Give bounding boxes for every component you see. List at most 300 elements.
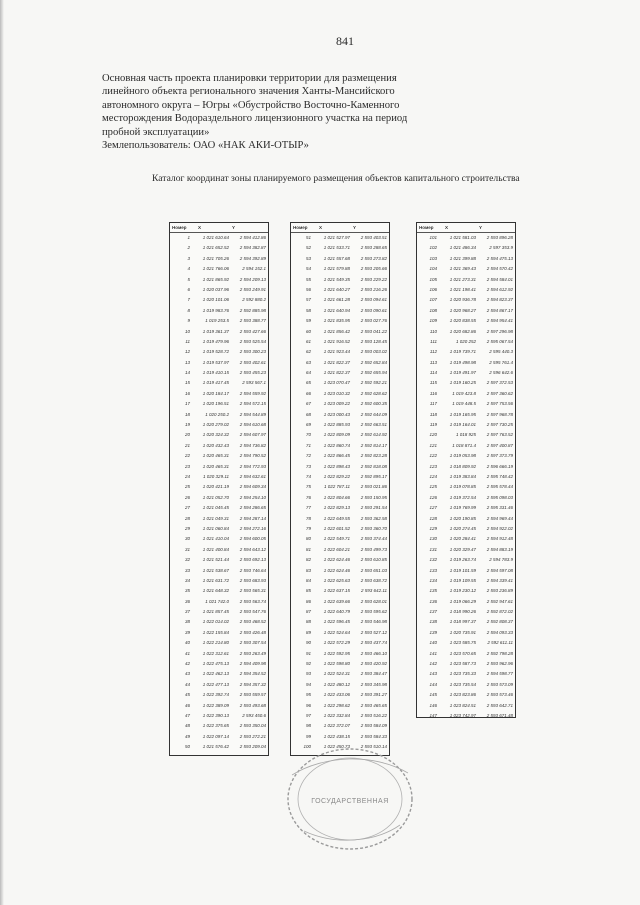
cell-number: 69 xyxy=(305,422,311,428)
cell-x: 1 019 053.98 xyxy=(449,453,476,459)
cell-y: 2 593 249.91 xyxy=(239,286,266,292)
cell-y: 2 594 643.12 xyxy=(239,546,266,552)
table-row xyxy=(417,514,515,524)
cell-x: 1 019 101.59 xyxy=(449,567,476,573)
table-row xyxy=(417,243,515,253)
cell-number: 66 xyxy=(305,390,311,396)
table-row xyxy=(170,462,268,472)
cell-number: 55 xyxy=(305,276,311,282)
table-row xyxy=(291,732,389,742)
cell-y: 2 593 273.82 xyxy=(360,255,387,261)
table-row xyxy=(417,306,515,316)
cell-x: 1 021 742.0 xyxy=(205,598,229,604)
cell-x: 1 022 524.31 xyxy=(323,671,350,677)
cell-x: 1 020 101.06 xyxy=(202,297,229,303)
cell-number: 57 xyxy=(305,297,311,303)
cell-number: 51 xyxy=(305,235,311,240)
table-row xyxy=(291,399,389,409)
cell-number: 20 xyxy=(184,432,190,438)
table-row xyxy=(291,597,389,607)
cell-x: 1 019 417.45 xyxy=(202,380,229,386)
cell-y: 2 594 867.17 xyxy=(486,307,513,313)
cell-y: 2 594 607.97 xyxy=(239,432,266,438)
cell-number: 76 xyxy=(305,494,311,500)
table-row xyxy=(291,441,389,451)
cell-number: 110 xyxy=(429,328,437,334)
cell-x: 1 019 109.55 xyxy=(449,577,476,583)
cell-x: 1 020 465.31 xyxy=(202,463,229,469)
cell-x: 1 020 465.31 xyxy=(202,453,229,459)
cell-x: 1 022 392.74 xyxy=(202,692,229,698)
table-row xyxy=(170,555,268,565)
cell-x: 1 022 480.12 xyxy=(323,681,350,687)
table-row xyxy=(170,742,268,752)
cell-x: 1 021 538.67 xyxy=(202,567,229,573)
cell-number: 54 xyxy=(305,266,311,272)
cell-number: 89 xyxy=(305,629,311,635)
cell-x: 1 021 549.35 xyxy=(323,276,350,282)
cell-number: 97 xyxy=(305,712,311,718)
cell-number: 129 xyxy=(429,525,437,531)
column-header-x: X xyxy=(319,225,323,230)
cell-x: 1 021 060.84 xyxy=(202,525,229,531)
cell-y: 2 594 254.10 xyxy=(239,494,266,500)
table-row xyxy=(417,524,515,534)
cell-y: 2 592 880.2 xyxy=(242,297,266,303)
cell-number: 48 xyxy=(184,723,190,729)
table-row xyxy=(291,690,389,700)
cell-x: 1 020 421.19 xyxy=(202,484,229,490)
cell-number: 90 xyxy=(305,640,311,646)
table-row xyxy=(291,649,389,659)
cell-x: 1 022 450.73 xyxy=(323,744,350,750)
cell-number: 136 xyxy=(429,598,437,604)
cell-number: 38 xyxy=(184,619,190,625)
cell-y: 2 594 559.92 xyxy=(239,390,266,396)
table-row xyxy=(291,711,389,721)
cell-y: 2 594 783.9 xyxy=(489,557,513,563)
table-row xyxy=(170,337,268,347)
cell-y: 2 593 021.86 xyxy=(360,484,387,490)
table-row xyxy=(170,472,268,482)
cell-x: 1 021 533.71 xyxy=(323,245,350,251)
cell-y: 2 592 628.62 xyxy=(360,390,387,396)
cell-y: 2 593 128.45 xyxy=(360,338,387,344)
table-row xyxy=(170,451,268,461)
cell-number: 105 xyxy=(429,276,437,282)
cell-x: 1 021 631.72 xyxy=(202,577,229,583)
table-row xyxy=(170,503,268,513)
cell-number: 109 xyxy=(429,318,437,324)
cell-y: 2 594 772.93 xyxy=(239,463,266,469)
cell-number: 15 xyxy=(184,380,190,386)
cell-y: 2 593 391.27 xyxy=(360,692,387,698)
cell-number: 72 xyxy=(305,453,311,459)
cell-y: 2 592 818.08 xyxy=(360,463,387,469)
cell-x: 1 021 648.32 xyxy=(202,588,229,594)
column-header-y: Y xyxy=(353,225,357,230)
cell-y: 2 594 584.01 xyxy=(486,276,513,282)
cell-number: 30 xyxy=(184,536,190,542)
cell-number: 96 xyxy=(305,702,311,708)
cell-y: 2 594 612.92 xyxy=(486,286,513,292)
cell-number: 143 xyxy=(429,671,437,677)
cell-y: 2 594 412.86 xyxy=(239,235,266,240)
header-line: Основная часть проекта планировки территории для размещения xyxy=(102,73,397,84)
cell-number: 1 xyxy=(187,235,190,240)
table-row xyxy=(417,285,515,295)
cell-x: 1 022 829.13 xyxy=(323,505,350,511)
cell-number: 79 xyxy=(305,525,311,531)
cell-number: 3 xyxy=(187,255,190,261)
cell-number: 22 xyxy=(184,453,190,459)
table-row xyxy=(170,420,268,430)
cell-x: 1 018 809.92 xyxy=(449,463,476,469)
cell-y: 2 594 912.48 xyxy=(486,536,513,542)
cell-y: 2 593 584.09 xyxy=(360,723,387,729)
cell-number: 112 xyxy=(429,349,437,355)
table-row xyxy=(291,545,389,555)
cell-x: 1 021 369.43 xyxy=(449,266,476,272)
cell-y: 2 593 150.95 xyxy=(360,494,387,500)
table-row xyxy=(291,503,389,513)
cell-y: 2 593 546.98 xyxy=(360,619,387,625)
cell-y: 2 592 592.21 xyxy=(360,380,387,386)
cell-x: 1 020 324.32 xyxy=(202,432,229,438)
cell-x: 1 020 184.17 xyxy=(202,390,229,396)
cell-y: 2 594 475.13 xyxy=(486,255,513,261)
cell-number: 12 xyxy=(184,349,190,355)
cell-x: 1 022 524.64 xyxy=(323,629,350,635)
table-row xyxy=(291,337,389,347)
cell-number: 84 xyxy=(305,577,311,583)
cell-y: 2 593 350.04 xyxy=(239,723,266,729)
cell-x: 1 019 410.15 xyxy=(202,370,229,376)
table-row xyxy=(170,680,268,690)
table-row xyxy=(291,410,389,420)
cell-y: 2 597 968.78 xyxy=(486,411,513,417)
cell-y: 2 594 570.42 xyxy=(486,266,513,272)
table-row xyxy=(417,638,515,648)
cell-y: 2 592 872.02 xyxy=(486,609,513,615)
table-row xyxy=(417,482,515,492)
cell-x: 1 020 968.27 xyxy=(449,307,476,313)
cell-y: 2 593 896.28 xyxy=(486,235,513,240)
table-row xyxy=(291,514,389,524)
cell-number: 34 xyxy=(184,577,190,583)
cell-x: 1 023 742.97 xyxy=(449,712,476,718)
cell-y: 2 593 573.46 xyxy=(486,692,513,698)
cell-y: 2 594 954.41 xyxy=(486,318,513,324)
table-row xyxy=(291,680,389,690)
table-row xyxy=(291,233,389,243)
header-line: пробной эксплуатации» xyxy=(102,126,210,138)
table-row xyxy=(417,690,515,700)
cell-number: 31 xyxy=(184,546,190,552)
header-line: линейного объекта регионального значения Ханты-Мансийского xyxy=(102,86,395,98)
table-row xyxy=(291,254,389,264)
cell-y: 2 592 823.28 xyxy=(360,453,387,459)
cell-x: 1 021 198.41 xyxy=(449,286,476,292)
cell-number: 24 xyxy=(184,473,190,479)
table-row xyxy=(291,420,389,430)
cell-x: 1 019 263.74 xyxy=(449,557,476,563)
table-row xyxy=(170,482,268,492)
table-row xyxy=(291,607,389,617)
cell-number: 138 xyxy=(429,619,437,625)
cell-number: 8 xyxy=(187,307,190,313)
table-row xyxy=(170,617,268,627)
cell-x: 1 021 822.37 xyxy=(323,370,350,376)
cell-number: 98 xyxy=(305,723,311,729)
cell-number: 45 xyxy=(184,692,190,698)
table-row xyxy=(417,399,515,409)
cell-number: 81 xyxy=(305,546,311,552)
cell-y: 2 593 692.13 xyxy=(239,557,266,563)
cell-number: 106 xyxy=(429,286,437,292)
cell-x: 1 019 078.85 xyxy=(449,484,476,490)
cell-y: 2 593 236.89 xyxy=(486,588,513,594)
cell-number: 95 xyxy=(305,692,311,698)
cell-number: 120 xyxy=(429,432,437,438)
cell-x: 1 019 165.95 xyxy=(449,411,476,417)
cell-number: 142 xyxy=(429,661,437,667)
table-row xyxy=(170,524,268,534)
cell-y: 2 593 300.23 xyxy=(239,349,266,355)
cell-y: 2 593 027.76 xyxy=(360,318,387,324)
cell-y: 2 593 216.26 xyxy=(360,286,387,292)
cell-x: 1 019 528.72 xyxy=(202,349,229,355)
cell-x: 1 022 014.02 xyxy=(202,619,229,625)
cell-y: 2 594 790.52 xyxy=(239,453,266,459)
cell-x: 1 022 312.61 xyxy=(202,650,229,656)
cell-x: 1 021 052.70 xyxy=(202,494,229,500)
cell-x: 1 023 824.51 xyxy=(449,702,476,708)
table-row xyxy=(291,493,389,503)
cell-x: 1 021 579.88 xyxy=(323,266,350,272)
cell-y: 2 592 600.35 xyxy=(360,401,387,407)
cell-x: 1 022 649.55 xyxy=(323,515,350,521)
cell-x: 1 023 070.47 xyxy=(323,380,350,386)
cell-x: 1 020 838.55 xyxy=(449,318,476,324)
cell-y: 2 597 763.52 xyxy=(486,432,513,438)
cell-y: 2 594 339.41 xyxy=(486,577,513,583)
cell-number: 132 xyxy=(429,557,437,563)
cell-x: 1 023 823.86 xyxy=(449,692,476,698)
table-row xyxy=(170,534,268,544)
table-row xyxy=(170,295,268,305)
cell-x: 1 021 865.92 xyxy=(202,276,229,282)
table-row xyxy=(291,524,389,534)
table-row xyxy=(170,233,268,243)
table-row xyxy=(417,389,515,399)
cell-y: 2 592 652.84 xyxy=(360,359,387,365)
table-body xyxy=(291,233,389,753)
cell-y: 2 592 947.61 xyxy=(486,598,513,604)
cell-x: 1 022 390.13 xyxy=(202,712,229,718)
table-row xyxy=(291,472,389,482)
table-row xyxy=(417,669,515,679)
header-line: автономного округа – Югры «Обустройство Восточно-Каменного xyxy=(102,99,400,111)
table-row xyxy=(170,628,268,638)
cell-y: 2 593 499.73 xyxy=(360,546,387,552)
cell-x: 1 020 284.41 xyxy=(449,536,476,542)
cell-y: 2 593 547.76 xyxy=(239,609,266,615)
cell-number: 60 xyxy=(305,328,311,334)
cell-x: 1 019 479.96 xyxy=(202,338,229,344)
table-row xyxy=(170,347,268,357)
cell-y: 2 592 808.37 xyxy=(486,619,513,625)
cell-y: 2 593 525.54 xyxy=(239,338,266,344)
cell-y: 2 593 516.22 xyxy=(360,712,387,718)
cell-number: 44 xyxy=(184,681,190,687)
table-row xyxy=(417,327,515,337)
cell-number: 36 xyxy=(184,598,190,604)
cell-number: 147 xyxy=(429,712,437,718)
cell-number: 53 xyxy=(305,255,311,261)
cell-x: 1 022 624.46 xyxy=(323,557,350,563)
cell-y: 2 595 578.44 xyxy=(486,484,513,490)
table-row xyxy=(417,680,515,690)
cell-y: 2 593 272.21 xyxy=(239,733,266,739)
cell-x: 1 021 049.31 xyxy=(202,515,229,521)
table-row xyxy=(417,628,515,638)
table-row xyxy=(417,576,515,586)
cell-x: 1 019 383.84 xyxy=(449,473,476,479)
cell-y: 2 594 354.52 xyxy=(239,671,266,677)
cell-x: 1 022 637.15 xyxy=(323,588,350,594)
cell-number: 58 xyxy=(305,307,311,313)
cell-y: 2 593 388.77 xyxy=(239,318,266,324)
cell-number: 113 xyxy=(429,359,437,365)
cell-y: 2 594 382.87 xyxy=(239,245,266,251)
column-header-number: Номер xyxy=(419,225,434,230)
table-row xyxy=(417,337,515,347)
table-row xyxy=(417,597,515,607)
cell-y: 2 594 883.19 xyxy=(486,546,513,552)
cell-x: 1 019 498.98 xyxy=(449,359,476,365)
cell-y: 2 592 885.98 xyxy=(239,307,266,313)
cell-x: 1 022 625.63 xyxy=(323,577,350,583)
cell-x: 1 020 329.47 xyxy=(449,546,476,552)
cell-y: 2 594 209.13 xyxy=(239,276,266,282)
cell-number: 85 xyxy=(305,588,311,594)
cell-number: 75 xyxy=(305,484,311,490)
cell-number: 7 xyxy=(187,297,190,303)
cell-y: 2 593 288.65 xyxy=(360,245,387,251)
cell-x: 1 022 372.07 xyxy=(323,723,350,729)
cell-y: 2 592 644.09 xyxy=(360,411,387,417)
table-row xyxy=(170,669,268,679)
table-row xyxy=(291,576,389,586)
cell-x: 1 021 610.64 xyxy=(202,235,229,240)
table-row xyxy=(170,659,268,669)
table-body xyxy=(417,233,515,721)
cell-y: 2 593 263.49 xyxy=(239,650,266,656)
cell-number: 115 xyxy=(429,380,437,386)
cell-number: 93 xyxy=(305,671,311,677)
cell-x: 1 022 462.13 xyxy=(202,671,229,677)
stamp-text: ГОСУДАРСТВЕННАЯ xyxy=(311,798,389,805)
cell-y: 2 594 093.33 xyxy=(486,629,513,635)
cell-number: 78 xyxy=(305,515,311,521)
cell-x: 1 020 682.86 xyxy=(449,328,476,334)
cell-y: 2 594 632.61 xyxy=(239,473,266,479)
cell-number: 92 xyxy=(305,661,311,667)
table-row xyxy=(291,482,389,492)
table-header xyxy=(417,223,515,233)
table-row xyxy=(170,545,268,555)
table-row xyxy=(417,441,515,451)
page-number: 841 xyxy=(336,34,354,48)
table-row xyxy=(170,378,268,388)
column-header-y: Y xyxy=(479,225,483,230)
cell-x: 1 019 448.5 xyxy=(452,401,476,407)
table-row xyxy=(170,649,268,659)
cell-x: 1 021 527.97 xyxy=(323,235,350,240)
cell-y: 2 594 286.65 xyxy=(239,505,266,511)
cell-y: 2 594 600.05 xyxy=(239,536,266,542)
cell-y: 2 596 666.19 xyxy=(486,463,513,469)
cell-y: 2 594 922.02 xyxy=(486,525,513,531)
cell-x: 1 022 787.11 xyxy=(324,484,350,490)
table-row xyxy=(291,617,389,627)
cell-y: 2 593 094.61 xyxy=(360,297,387,303)
cell-y: 2 593 403.51 xyxy=(360,235,387,240)
cell-x: 1 022 601.52 xyxy=(323,525,350,531)
cell-number: 87 xyxy=(305,609,311,615)
cell-y: 2 593 090.61 xyxy=(360,307,387,313)
cell-x: 1 021 857.45 xyxy=(202,609,229,615)
cell-y: 2 593 573.09 xyxy=(486,681,513,687)
table-row xyxy=(170,389,268,399)
table-row xyxy=(417,586,515,596)
cell-x: 1 021 486.34 xyxy=(449,245,476,251)
cell-y: 2 594 610.68 xyxy=(239,422,266,428)
cell-number: 21 xyxy=(184,442,190,448)
cell-y: 2 593 420.92 xyxy=(360,661,387,667)
cell-y: 2 593 595.62 xyxy=(360,609,387,615)
cell-y: 2 593 651.03 xyxy=(360,567,387,573)
table-row xyxy=(291,462,389,472)
table-row xyxy=(170,607,268,617)
cell-number: 125 xyxy=(429,484,437,490)
cell-x: 1 023 735.54 xyxy=(449,681,476,687)
cell-number: 121 xyxy=(429,442,437,448)
table-header xyxy=(170,223,268,233)
cell-x: 1 022 477.13 xyxy=(202,681,229,687)
cell-number: 126 xyxy=(429,494,437,500)
table-row xyxy=(417,316,515,326)
cell-y: 2 593 426.48 xyxy=(239,629,266,635)
table-row xyxy=(170,358,268,368)
cell-x: 1 022 639.66 xyxy=(323,598,350,604)
cell-y: 2 594 609.34 xyxy=(239,484,266,490)
cell-number: 62 xyxy=(305,349,311,355)
cell-x: 1 021 640.94 xyxy=(323,307,350,313)
cell-number: 6 xyxy=(187,286,190,292)
table-row xyxy=(417,503,515,513)
cell-y: 2 593 229.22 xyxy=(360,276,387,282)
cell-x: 1 018 997.37 xyxy=(449,619,476,625)
cell-x: 1 022 214.80 xyxy=(202,640,229,646)
table-row xyxy=(417,545,515,555)
cell-number: 134 xyxy=(429,577,437,583)
cell-number: 25 xyxy=(184,484,190,490)
table-row xyxy=(291,316,389,326)
table-row xyxy=(170,493,268,503)
cell-number: 43 xyxy=(184,671,190,677)
